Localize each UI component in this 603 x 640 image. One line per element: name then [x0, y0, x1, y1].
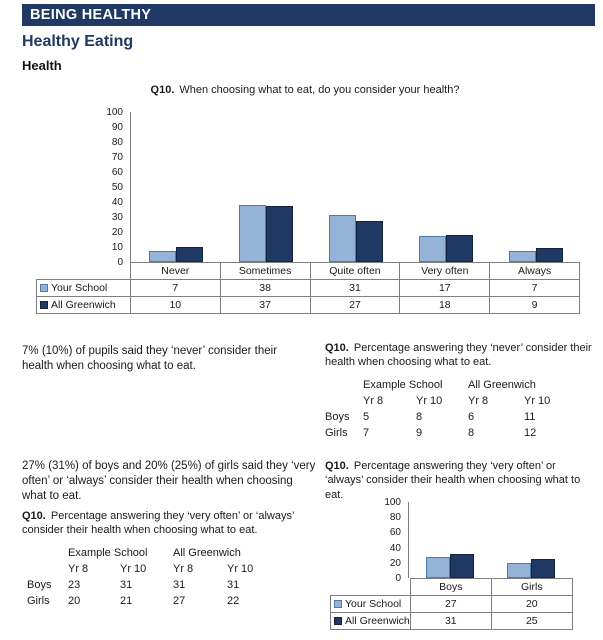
y-tick-label: 70 [111, 152, 123, 163]
y-tick-label: 0 [395, 573, 401, 584]
group-header-example-school: Example School [68, 546, 148, 559]
table-cell: 31 [227, 578, 240, 591]
often-table-block [22, 509, 316, 609]
col-header: Yr 10 [416, 394, 443, 407]
category-cell-always: Always [490, 263, 580, 280]
bar-all-greenwich-very-often [446, 235, 473, 262]
spacer-cell [325, 377, 363, 393]
y-tick-label: 40 [389, 542, 401, 554]
summary-never: 7% (10%) of pupils said they ‘never’ consider their health when choosing what to eat. [22, 345, 278, 373]
y-tick-label: 0 [117, 257, 123, 268]
category-cell-never: Never [130, 263, 220, 280]
y-tick-label: 10 [111, 242, 123, 253]
legend-swatch-all-greenwich [40, 301, 48, 309]
value-cell-your-school-boys: 27 [410, 596, 491, 613]
table-cell: 23 [68, 578, 81, 591]
bar-your-school-always [509, 251, 536, 262]
main-chart-plot-area [130, 112, 581, 262]
category-cell-boys: Boys [410, 579, 491, 596]
table-cell: 11 [524, 410, 536, 423]
main-chart [30, 84, 580, 316]
spacer-cell [27, 545, 68, 561]
table-cell: 7 [363, 426, 370, 439]
bar-all-greenwich-quite-often [356, 221, 383, 262]
never-table [325, 377, 593, 441]
main-chart-title [30, 84, 580, 96]
legend-cell-all-greenwich: All Greenwich [37, 297, 131, 314]
section-banner: BEING HEALTHY [22, 4, 595, 26]
spacer-cell [325, 393, 363, 409]
caption-text: Percentage answering they ‘very often’ or ‘always’ consider their health when choosing what to eat. [22, 510, 294, 537]
chart-data-table [330, 578, 573, 630]
value-cell-all-greenwich-very-often: 18 [400, 297, 490, 314]
gender-chart [325, 459, 593, 635]
caption-text: Percentage answering they ‘never’ consider their health when choosing what to eat. [325, 342, 592, 369]
table-cell: 8 [468, 426, 475, 439]
value-cell-all-greenwich-sometimes: 37 [220, 297, 310, 314]
gender-chart-caption [325, 459, 593, 502]
spacer-cell [37, 263, 131, 280]
summary-often: 27% (31%) of boys and 20% (25%) of girls said they ‘very often’ or ‘always’ consider their health when choosing what to eat. [22, 460, 316, 503]
chart-data-table [36, 262, 580, 314]
bar-all-greenwich-boys [450, 554, 474, 578]
bar-your-school-never [149, 251, 176, 262]
never-table-caption [325, 341, 593, 370]
never-table-block [325, 341, 593, 441]
bar-your-school-very-often [419, 236, 446, 262]
row-label-boys: Boys [27, 578, 52, 591]
table-cell: 5 [363, 410, 370, 423]
page-subtitle: Healthy Eating [22, 33, 134, 50]
value-cell-your-school-quite-often: 31 [310, 280, 400, 297]
group-header-all-greenwich: All Greenwich [173, 546, 241, 559]
bar-all-greenwich-sometimes [266, 206, 293, 262]
y-tick-label: 60 [111, 167, 123, 178]
table-cell: 22 [227, 594, 240, 607]
question-number: Q10. [150, 84, 175, 96]
table-cell: 12 [524, 426, 537, 439]
y-tick-label: 20 [111, 227, 123, 238]
question-number: Q10. [325, 460, 349, 472]
bar-all-greenwich-girls [531, 559, 555, 578]
col-header: Yr 8 [68, 562, 89, 575]
group-header-all-greenwich: All Greenwich [468, 378, 536, 391]
value-cell-your-school-always: 7 [490, 280, 580, 297]
spacer-cell [27, 561, 68, 577]
col-header: Yr 8 [173, 562, 194, 575]
category-cell-very-often: Very often [400, 263, 490, 280]
bar-all-greenwich-never [176, 247, 203, 262]
bar-your-school-boys [426, 557, 450, 578]
value-cell-all-greenwich-girls: 25 [491, 613, 572, 630]
bar-your-school-girls [507, 563, 531, 578]
value-cell-your-school-very-often: 17 [400, 280, 490, 297]
col-header: Yr 10 [524, 394, 551, 407]
value-cell-your-school-sometimes: 38 [220, 280, 310, 297]
y-tick-label: 20 [389, 557, 401, 569]
table-cell: 9 [416, 426, 423, 439]
legend-cell-your-school: Your School [37, 280, 131, 297]
table-cell: 27 [173, 594, 186, 607]
value-cell-all-greenwich-quite-often: 27 [310, 297, 400, 314]
col-header: Yr 10 [120, 562, 147, 575]
category-cell-girls: Girls [491, 579, 572, 596]
group-header-example-school: Example School [363, 378, 443, 391]
bar-all-greenwich-always [536, 248, 563, 262]
legend-cell-all-greenwich: All Greenwich [331, 613, 411, 630]
col-header: Yr 8 [468, 394, 489, 407]
often-table [22, 545, 316, 609]
caption-text: Percentage answering they ‘very often’ or ‘always’ consider their health when choosing what to eat. [325, 460, 581, 501]
category-cell-quite-often: Quite often [310, 263, 400, 280]
question-text: When choosing what to eat, do you consider your health? [179, 84, 460, 96]
legend-swatch-your-school [334, 600, 342, 608]
table-cell: 21 [120, 594, 133, 607]
bar-your-school-quite-often [329, 215, 356, 262]
value-cell-all-greenwich-boys: 31 [410, 613, 491, 630]
value-cell-all-greenwich-never: 10 [130, 297, 220, 314]
often-table-caption [22, 509, 316, 538]
col-header: Yr 10 [227, 562, 254, 575]
value-cell-your-school-girls: 20 [491, 596, 572, 613]
table-cell: 8 [416, 410, 423, 423]
row-label-girls: Girls [27, 594, 50, 607]
legend-cell-your-school: Your School [331, 596, 411, 613]
table-cell: 6 [468, 410, 475, 423]
y-tick-label: 50 [111, 182, 123, 193]
y-tick-label: 40 [111, 197, 123, 208]
col-header: Yr 8 [363, 394, 384, 407]
y-tick-label: 100 [106, 107, 123, 118]
y-tick-label: 30 [111, 212, 123, 223]
row-label-boys: Boys [325, 410, 350, 423]
spacer-cell [331, 579, 411, 596]
gender-chart-plot-area [408, 502, 571, 578]
y-tick-label: 80 [111, 137, 123, 148]
y-tick-label: 90 [111, 122, 123, 133]
row-label-girls: Girls [325, 426, 348, 439]
value-cell-all-greenwich-always: 9 [490, 297, 580, 314]
question-number: Q10. [325, 342, 349, 354]
bar-your-school-sometimes [239, 205, 266, 262]
category-cell-sometimes: Sometimes [220, 263, 310, 280]
table-cell: 20 [68, 594, 81, 607]
legend-swatch-all-greenwich [334, 617, 342, 625]
section-heading: Health [22, 58, 62, 73]
value-cell-your-school-never: 7 [130, 280, 220, 297]
y-tick-label: 100 [384, 497, 401, 508]
y-tick-label: 80 [389, 512, 401, 524]
table-cell: 31 [173, 578, 186, 591]
table-cell: 31 [120, 578, 133, 591]
question-number: Q10. [22, 510, 46, 522]
legend-swatch-your-school [40, 284, 48, 292]
y-tick-label: 60 [389, 527, 401, 539]
